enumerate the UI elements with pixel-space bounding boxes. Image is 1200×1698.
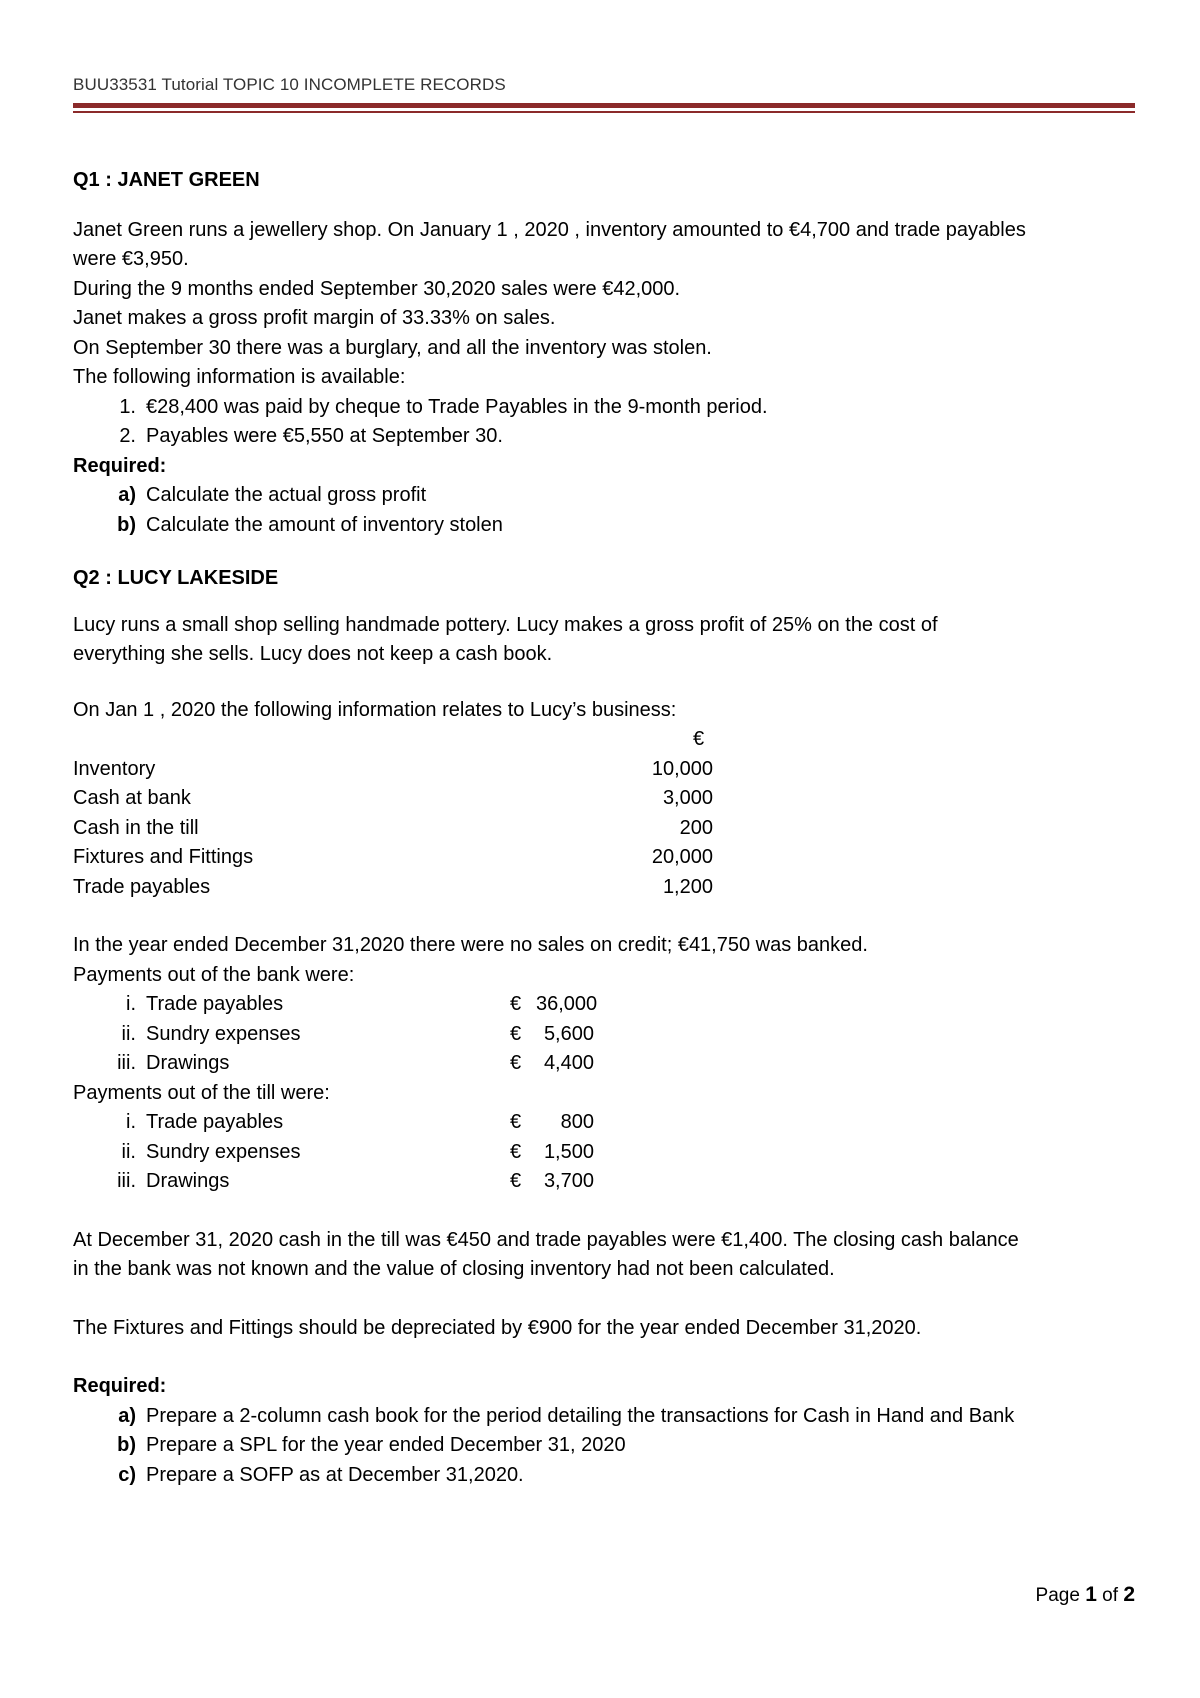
header-rule-thin <box>73 111 1135 113</box>
table-row: Fixtures and Fittings 20,000 <box>73 846 713 868</box>
list-item: b) Calculate the amount of inventory stolen <box>117 513 503 536</box>
table-row: Cash in the till 200 <box>73 816 713 839</box>
list-item: iii. Drawings € 4,400 <box>117 1052 594 1074</box>
q2-closing-line1: At December 31, 2020 cash in the till was €450 and trade payables were €1,400. The closing cash balance <box>73 1228 1019 1251</box>
opening-balances-table <box>73 755 1133 903</box>
q1-line4: On September 30 there was a burglary, and all the inventory was stolen. <box>73 336 712 359</box>
list-item: a) Prepare a 2-column cash book for the period detailing the transactions for Cash in Hand and Bank <box>118 1404 1015 1427</box>
q1-line5: The following information is available: <box>73 366 406 388</box>
q2-year-line: In the year ended December 31,2020 there were no sales on credit; €41,750 was banked. <box>73 934 868 956</box>
q2-para1: Lucy runs a small shop selling handmade pottery. Lucy makes a gross profit of 25% on the cost of <box>73 613 938 636</box>
q1-line3: Janet makes a gross profit margin of 33.33% on sales. <box>73 307 556 329</box>
q2-bank-intro: Payments out of the bank were: <box>73 963 355 986</box>
q2-depreciation: The Fixtures and Fittings should be depreciated by €900 for the year ended December 31,2020. <box>73 1316 922 1339</box>
bank-payments-list <box>73 990 1133 1079</box>
list-item: a) Calculate the actual gross profit <box>118 484 427 506</box>
page-number: Page 1 of 2 <box>1035 1583 1135 1606</box>
list-item: 2. Payables were €5,550 at September 30. <box>119 425 503 447</box>
list-item: ii. Sundry expenses € 1,500 <box>121 1140 594 1163</box>
q2-para1b: everything she sells. Lucy does not keep a cash book. <box>73 643 553 665</box>
table-row: Cash at bank 3,000 <box>73 787 713 809</box>
till-payments-list <box>73 1108 1133 1197</box>
q1-line2: During the 9 months ended September 30,2020 sales were €42,000. <box>73 277 681 300</box>
list-item: b) Prepare a SPL for the year ended December 31, 2020 <box>117 1434 626 1456</box>
q2-closing-line2: in the bank was not known and the value of closing inventory had not been calculated. <box>73 1258 835 1280</box>
q1-required-label: Required: <box>73 454 167 477</box>
q1-heading: Q1 : JANET GREEN <box>73 169 260 191</box>
list-item: 1. €28,400 was paid by cheque to Trade Payables in the 9-month period. <box>119 395 768 418</box>
q1-para1b: were €3,950. <box>73 248 189 270</box>
running-header: BUU33531 Tutorial TOPIC 10 INCOMPLETE RECORDS <box>73 75 506 94</box>
q1-info-list <box>73 393 1133 452</box>
table-row: Trade payables 1,200 <box>73 875 713 898</box>
q2-required-label: Required: <box>73 1375 167 1397</box>
list-item: iii. Drawings € 3,700 <box>117 1170 594 1192</box>
list-item: i. Trade payables € 800 <box>126 1111 594 1133</box>
q1-para1: Janet Green runs a jewellery shop. On January 1 , 2020 , inventory amounted to €4,700 and trade payables <box>73 218 1026 241</box>
q2-opening-intro: On Jan 1 , 2020 the following information relates to Lucy’s business: <box>73 698 677 721</box>
q2-till-intro: Payments out of the till were: <box>73 1081 330 1104</box>
list-item: c) Prepare a SOFP as at December 31,2020. <box>118 1463 524 1486</box>
q2-required-list <box>73 1402 1133 1491</box>
q1-required-list <box>73 481 1133 540</box>
q2-heading: Q2 : LUCY LAKESIDE <box>73 567 279 589</box>
table-row: Inventory 10,000 <box>73 757 713 780</box>
list-item: i. Trade payables € 36,000 <box>126 993 598 1015</box>
document-body <box>73 166 1133 1490</box>
header-rule-thick <box>73 103 1135 108</box>
opening-currency-row: € <box>693 728 705 750</box>
list-item: ii. Sundry expenses € 5,600 <box>121 1022 594 1045</box>
